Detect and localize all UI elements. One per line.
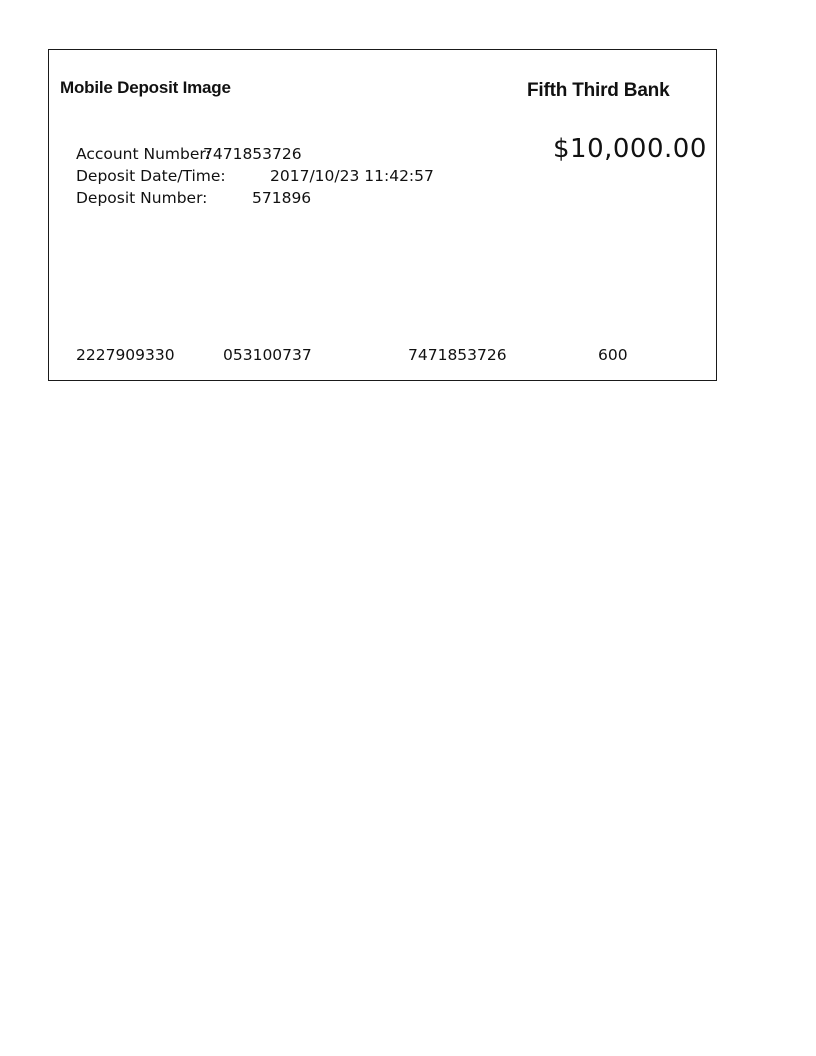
deposit-datetime-value: 2017/10/23 11:42:57 [270, 167, 434, 185]
deposit-image-card [48, 49, 717, 381]
micr-field: 600 [598, 346, 628, 364]
deposit-number-label: Deposit Number: [76, 189, 208, 207]
account-number-label: Account Number: [76, 145, 211, 163]
deposit-amount: $10,000.00 [553, 134, 707, 164]
account-number-value: 7471853726 [203, 145, 302, 163]
deposit-datetime-label: Deposit Date/Time: [76, 167, 226, 185]
bank-name: Fifth Third Bank [527, 80, 670, 101]
micr-field: 2227909330 [76, 346, 175, 364]
deposit-number-value: 571896 [252, 189, 312, 207]
micr-field: 053100737 [223, 346, 312, 364]
page-title: Mobile Deposit Image [60, 78, 231, 97]
micr-field: 7471853726 [408, 346, 507, 364]
